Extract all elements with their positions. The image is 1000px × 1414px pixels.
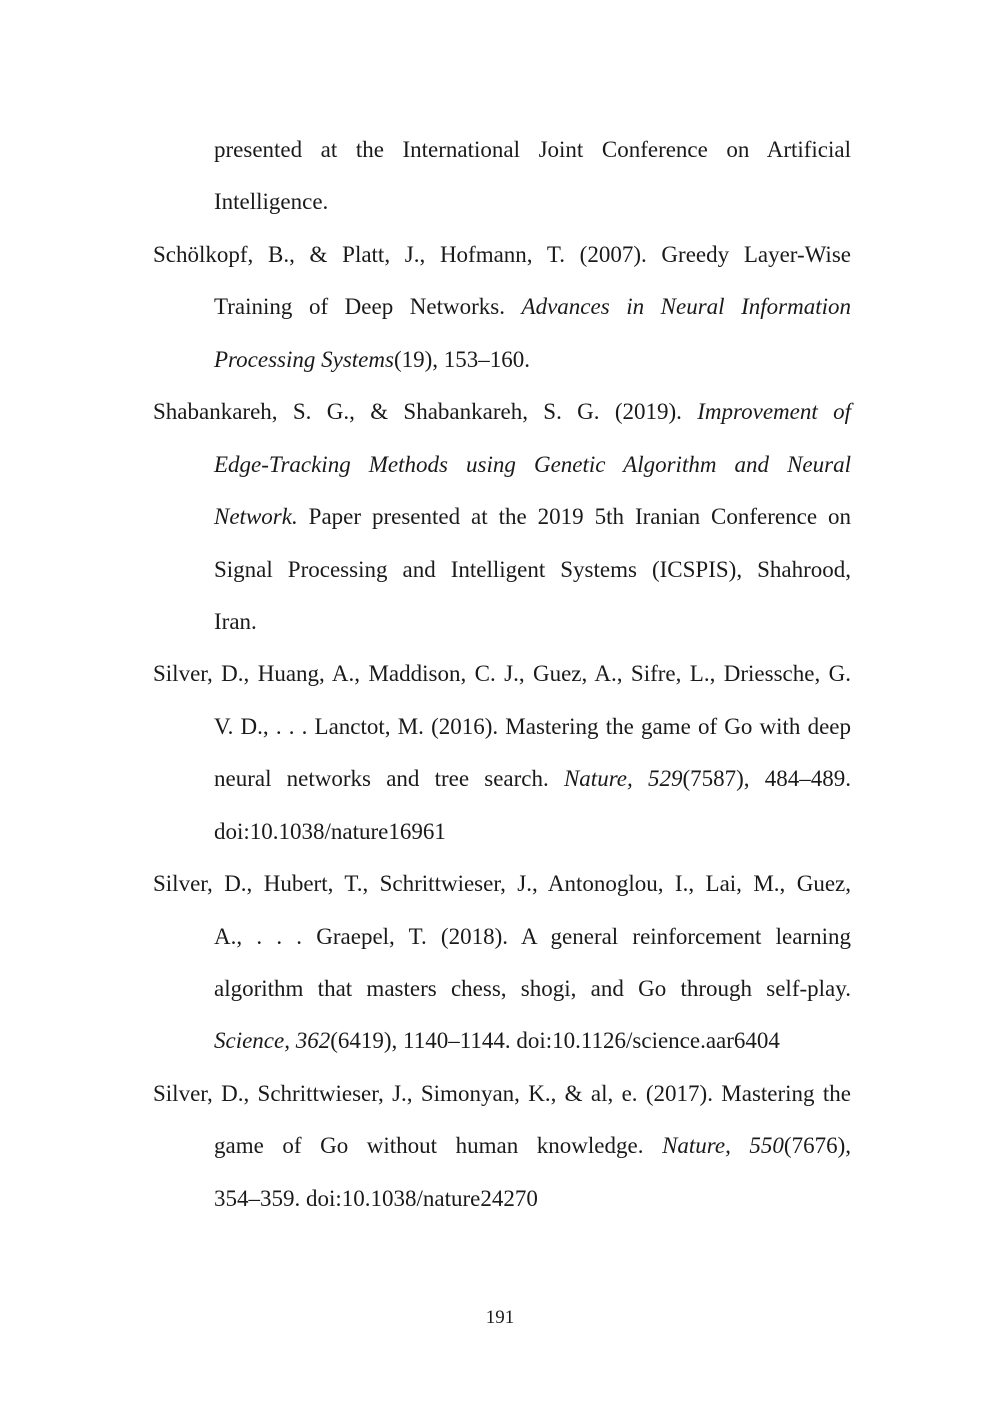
reference-line: game of Go without human knowledge. Nature, 550(7676), [214, 1133, 851, 1158]
reference-line: Network. Paper presented at the 2019 5th Iranian Conference on [214, 504, 851, 529]
reference-line: Processing Systems(19), 153–160. [214, 347, 531, 372]
reference-line: Iran. [214, 609, 257, 634]
reference-entry-start: Silver, D., Huang, A., Maddison, C. J., Guez, A., Sifre, L., Driessche, G. [153, 661, 851, 686]
reference-entry-start: Shabankareh, S. G., & Shabankareh, S. G. (2019). Improvement of [153, 399, 851, 424]
reference-line: Intelligence. [214, 189, 329, 214]
reference-entry-start: Silver, D., Hubert, T., Schrittwieser, J., Antonoglou, I., Lai, M., Guez, [153, 871, 851, 896]
reference-line: Training of Deep Networks. Advances in Neural Information [214, 294, 851, 319]
reference-entry-start: Schölkopf, B., & Platt, J., Hofmann, T. (2007). Greedy Layer-Wise [153, 242, 851, 267]
reference-line: algorithm that masters chess, shogi, and Go through self-play. [214, 976, 851, 1001]
reference-line: Signal Processing and Intelligent Systems (ICSPIS), Shahrood, [214, 557, 851, 582]
page-number: 191 [485, 1307, 515, 1328]
reference-line: Science, 362(6419), 1140–1144. doi:10.1126/science.aar6404 [214, 1028, 780, 1053]
reference-line: Edge-Tracking Methods using Genetic Algorithm and Neural [214, 452, 851, 477]
reference-line: 354–359. doi:10.1038/nature24270 [214, 1186, 538, 1211]
reference-line: doi:10.1038/nature16961 [214, 819, 446, 844]
reference-line: presented at the International Joint Conference on Artificial [214, 137, 851, 162]
reference-line: neural networks and tree search. Nature, 529(7587), 484–489. [214, 766, 851, 791]
reference-entry-start: Silver, D., Schrittwieser, J., Simonyan, K., & al, e. (2017). Mastering the [153, 1081, 851, 1106]
reference-line: V. D., . . . Lanctot, M. (2016). Mastering the game of Go with deep [214, 714, 851, 739]
reference-line: A., . . . Graepel, T. (2018). A general reinforcement learning [214, 924, 851, 949]
